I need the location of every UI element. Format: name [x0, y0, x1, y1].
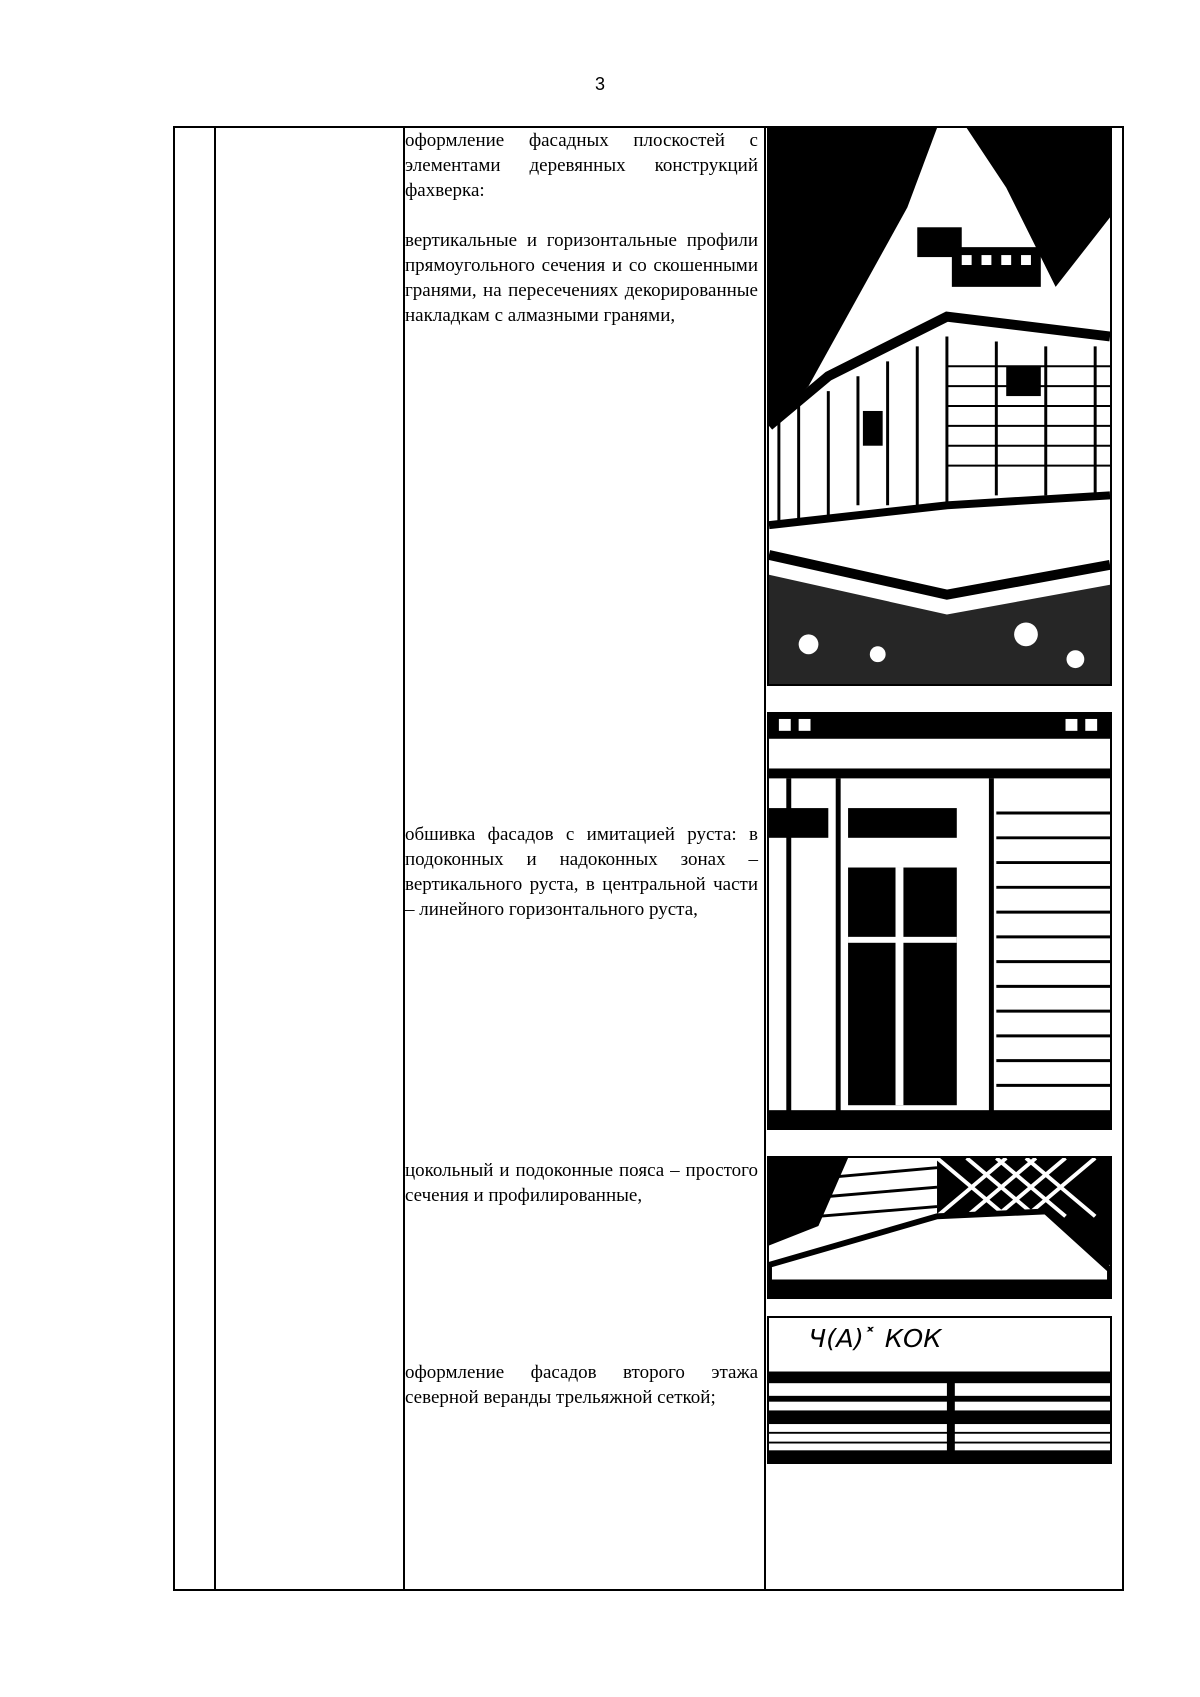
- photo-building-corner: [767, 126, 1112, 686]
- row-1-text: вертикальные и горизонтальные профили прямоугольного сечения и со скошенными гранями, на пересечениях декорированные накладкам с алмазными гранями,: [405, 230, 758, 326]
- page-number: 3: [594, 74, 605, 94]
- photo-plinth-trellis: [767, 1156, 1112, 1299]
- row-3-text: цокольный и подоконные пояса – простого сечения и профилированные,: [405, 1160, 758, 1206]
- row-1-description: [405, 128, 758, 328]
- row-4-text: оформление фасадов второго этажа северной веранды трельяжной сеткой;: [405, 1362, 758, 1408]
- row-2-text: обшивка фасадов с имитацией руста: в подоконных и надоконных зонах – вертикального руста, в центральной части – линейного горизонтального руста,: [405, 824, 758, 920]
- row-1-intro: оформление фасадных плоскостей с элементами деревянных конструкций фахверка:: [405, 130, 758, 201]
- photo-window-cladding: [767, 712, 1112, 1130]
- photo-veranda-base: [767, 1316, 1112, 1464]
- graffiti-text: Ч(А)˟ КОК: [808, 1324, 942, 1355]
